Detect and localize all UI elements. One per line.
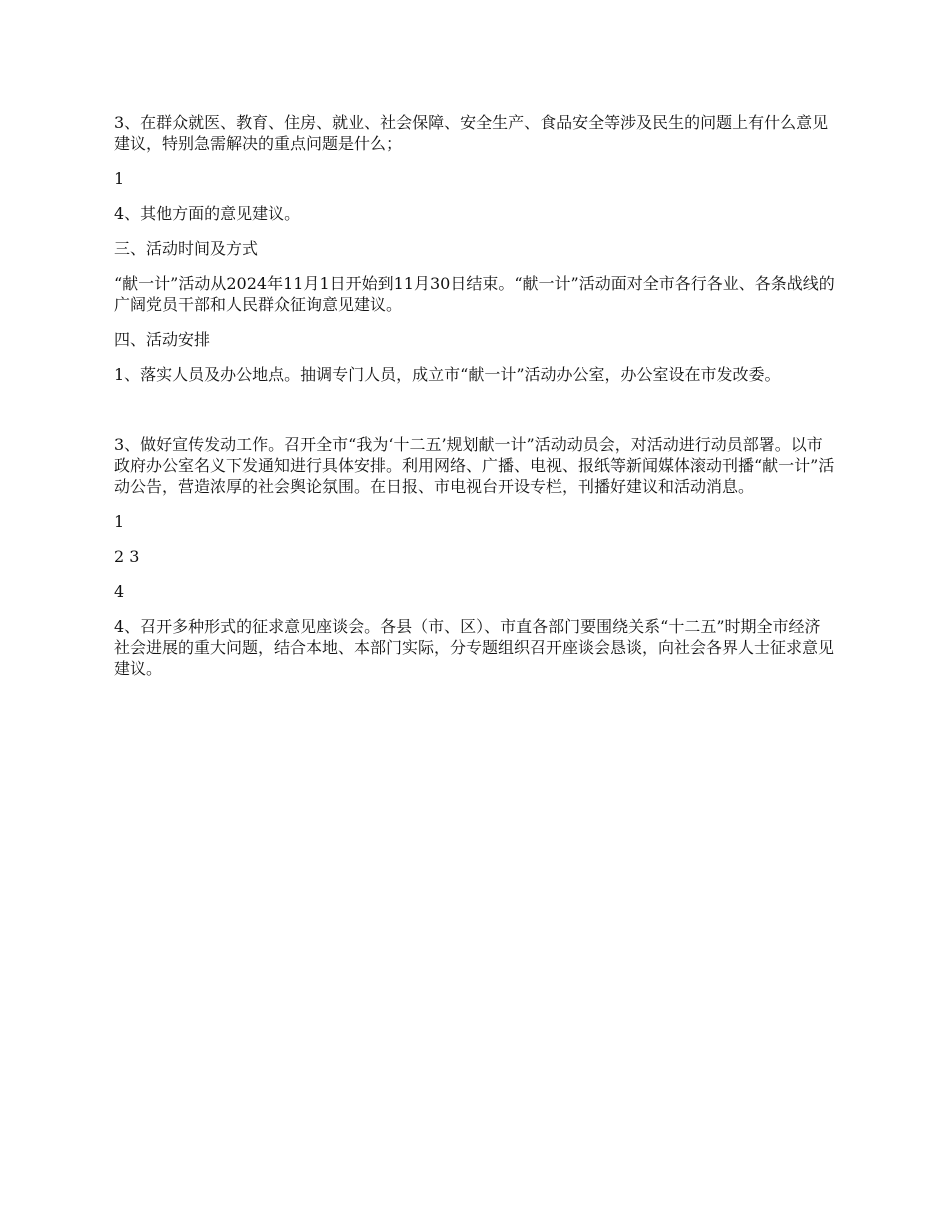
paragraph-number-1: 1 [114, 169, 125, 188]
paragraph-other-suggestions: 4、其他方面的意见建议。 [114, 204, 301, 223]
paragraph-number-4: 4 [114, 582, 125, 601]
paragraph-symposium: 4、召开多种形式的征求意见座谈会。各县（市、区）、市直各部门要围绕关系“十二五”时期全市经济社会进展的重大问题，结合本地、本部门实际，分专题组织召开座谈会恳谈，向社会各界人士征求意见建议。 [114, 617, 835, 678]
paragraph-publicity: 3、做好宣传发动工作。召开全市“我为‘十二五’规划献一计”活动动员会，对活动进行动员部署。以市政府办公室名义下发通知进行具体安排。利用网络、广播、电视、报纸等新闻媒体滚动刊播“献一计”活动公告，营造浓厚的社会舆论氛围。在日报、市电视台开设专栏，刊播好建议和活动消息。 [114, 435, 835, 496]
paragraph-staff-office: 1、落实人员及办公地点。抽调专门人员，成立市“献一计”活动办公室，办公室设在市发改委。 [114, 365, 781, 384]
paragraph-activity-period: “献一计”活动从2024年11月1日开始到11月30日结束。“献一计”活动面对全市各行各业、各条战线的广阔党员干部和人民群众征询意见建议。 [114, 274, 835, 314]
document-page [114, 112, 836, 679]
paragraph-number-2-3: 2 3 [114, 547, 140, 566]
section-heading-arrangement: 四、活动安排 [114, 330, 211, 349]
paragraph-number-1b: 1 [114, 512, 125, 531]
paragraph-livelihood-issues: 3、在群众就医、教育、住房、就业、社会保障、安全生产、食品安全等涉及民生的问题上有什么意见建议，特别急需解决的重点问题是什么； [114, 113, 829, 153]
section-heading-time-method: 三、活动时间及方式 [114, 239, 259, 258]
